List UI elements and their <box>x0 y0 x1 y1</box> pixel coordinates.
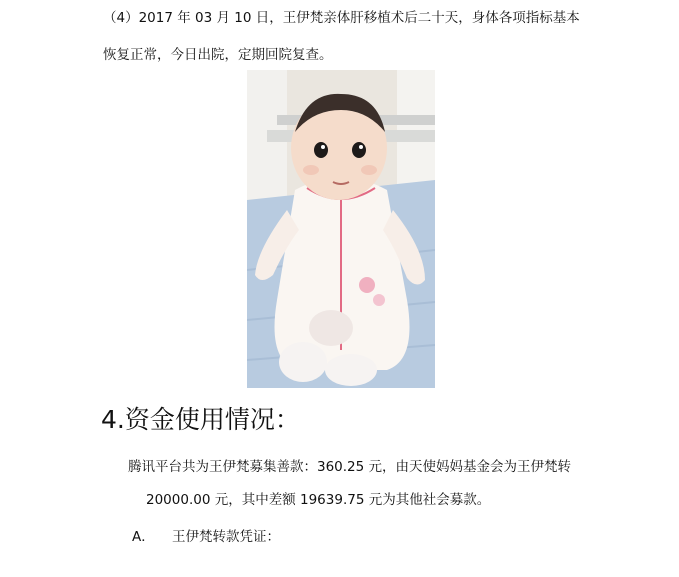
list-item-a-label: A． <box>132 529 155 545</box>
text-line-2: 恢复正常，今日出院，定期回院复查。 <box>103 47 333 63</box>
funding-paragraph-line-1: 腾讯平台共为王伊梵募集善款：360.25 元，由天使妈妈基金会为王伊梵转 <box>128 459 572 475</box>
baby-photo <box>247 70 435 388</box>
section-heading: 4.资金使用情况： <box>101 405 300 434</box>
list-item-a <box>132 525 280 545</box>
list-item-a-text: 王伊梵转款凭证： <box>172 529 280 545</box>
funding-paragraph-line-2: 20000.00 元，其中差额 19639.75 元为其他社会募款。 <box>146 492 491 508</box>
text-line-1: （4）2017 年 03 月 10 日，王伊梵亲体肝移植术后二十天，身体各项指标基本 <box>103 10 580 26</box>
